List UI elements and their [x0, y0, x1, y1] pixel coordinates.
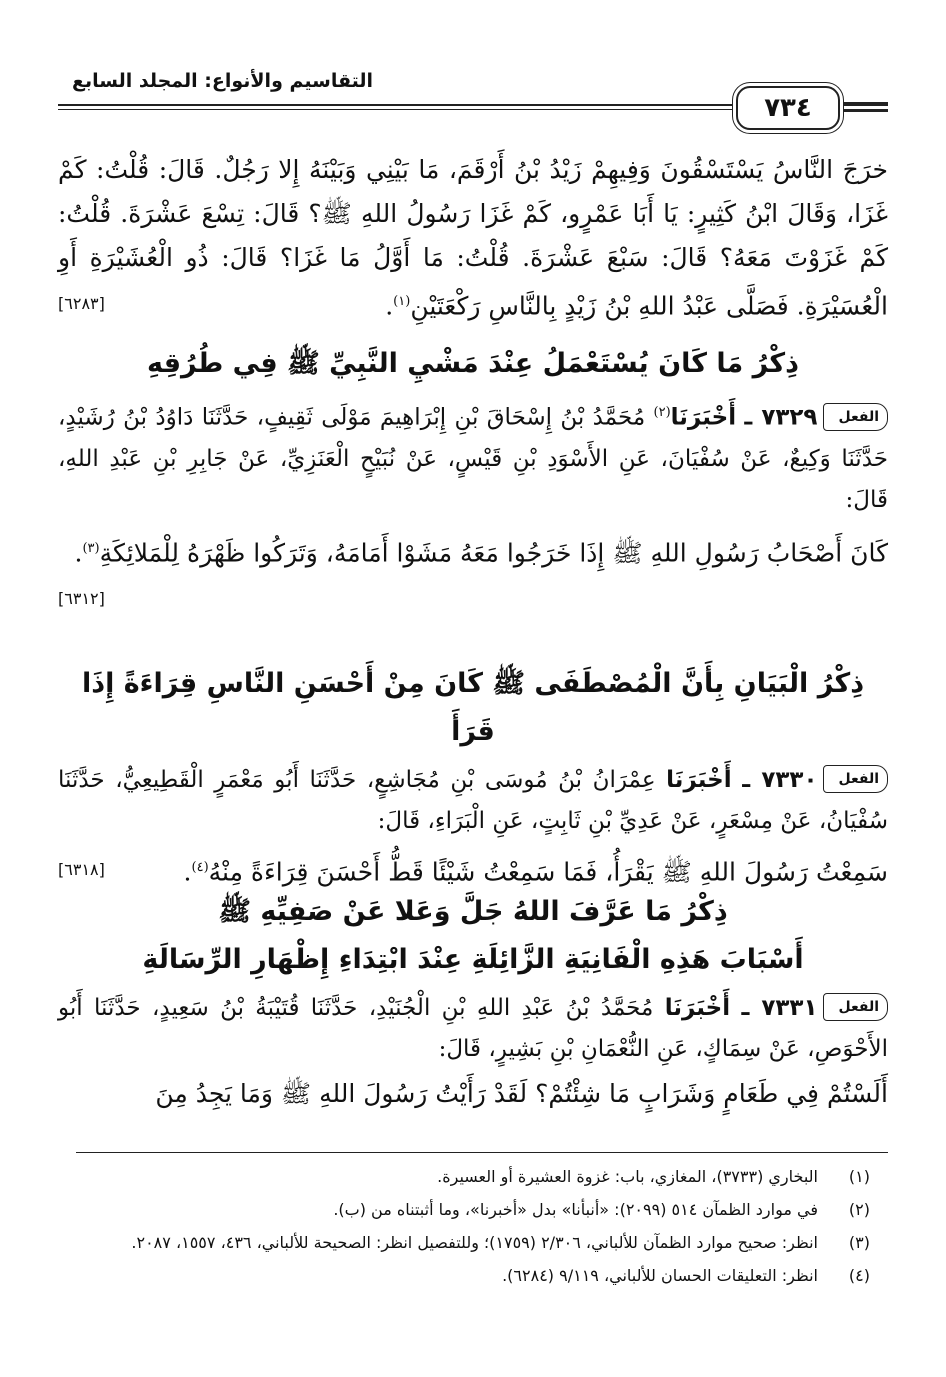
- section-7330: [58, 660, 888, 894]
- footnote-text: انظر: التعليقات الحسان للألباني، ٩/١١٩ (٦٢٨٤).: [502, 1266, 818, 1285]
- footnote-marker: (٤): [191, 860, 209, 875]
- footnote-marker: (٣): [82, 540, 100, 556]
- matn-text: كَانَ أَصْحَابُ رَسُولِ اللهِ ﷺ إِذَا خَرَجُوا مَعَهُ مَشَوْا أَمَامَهُ، وَتَرَكُوا ظَهْرَهُ لِلْمَلائِكَةِ: [99, 537, 888, 567]
- section-7329: [58, 340, 888, 621]
- footnote-number: (٣): [848, 1233, 870, 1252]
- footnote-number: (٢): [848, 1200, 870, 1219]
- hadith-reference: [٦٣١٨]: [58, 860, 105, 879]
- matn: كَانَ أَصْحَابُ رَسُولِ اللهِ ﷺ إِذَا خَرَجُوا مَعَهُ مَشَوْا أَمَامَهُ، وَتَرَكُوا ظَهْرَهُ لِلْمَلائِكَةِ$^{(٣)}$. [٦٣١٢]: [58, 527, 888, 575]
- page-number: ٧٣٤: [736, 86, 840, 130]
- footnote-marker: (١): [393, 294, 411, 309]
- isnad-text: مُحَمَّدُ بْنُ عَبْدِ اللهِ بْنِ الْجُنَيْدِ، حَدَّثَنَا قُتَيْبَةُ بْنُ سَعِيدٍ، حَدَّثَنَا أَبُو الأَحْوَصِ، عَنْ سِمَاكٍ، عَنِ النُّعْمَانِ بْنِ بَشِيرٍ، قَالَ:: [58, 995, 888, 1062]
- lead-word: أَخْبَرَنَا: [670, 404, 737, 431]
- header-ornament: [844, 102, 888, 112]
- footnote: [58, 1160, 870, 1193]
- hadith-reference: [٦٣١٢]: [58, 588, 105, 608]
- lead-word: أَخْبَرَنَا: [666, 767, 732, 793]
- footnote-number: (٤): [848, 1266, 870, 1285]
- isnad: [58, 988, 888, 1070]
- hadith-number: ٧٣٣٠ ـ: [742, 767, 818, 793]
- chapter-heading: ذِكْرُ مَا كَانَ يُسْتَعْمَلُ عِنْدَ مَشْيِ النَّبِيِّ ﷺ فِي طُرُقِهِ: [147, 348, 799, 379]
- type-badge: الفعل: [823, 765, 888, 793]
- footnote-marker: (٢): [653, 405, 671, 420]
- footnote-text: البخاري (٣٧٣٣)، المغازي، باب: غزوة العشيرة أو العسيرة.: [437, 1167, 818, 1186]
- continuation-text: خرَجَ النَّاسُ يَسْتَسْقُونَ وَفِيهِمْ زَيْدُ بْنُ أَرْقَمَ، مَا بَيْنِي وَبَيْنَهُ إِلا رَجُلٌ. قَالَ: قُلْتُ: كَمْ غَزَا، وَقَالَ ابْنُ كَثِيرٍ: يَا أَبَا عَمْرٍو، كَمْ غَزَا رَسُولُ اللهِ ﷺ؟ قَالَ: تِسْعَ عَشْرَةَ. قُلْتُ: كَمْ غَزَوْتَ مَعَهُ؟ قَالَ: سَبْعَ عَشْرَةَ. قُلْتُ: مَا أَوَّلُ مَا غَزَا؟ قَالَ: ذُو الْعُشَيْرَةِ أَوِ الْعُسَيْرَةِ. فَصَلَّى عَبْدُ اللهِ بْنُ زَيْدٍ بِالنَّاسِ رَكْعَتَيْنِ: [58, 155, 888, 321]
- isnad-text: عِمْرَانُ بْنُ مُوسَى بْنِ مُجَاشِعٍ، حَدَّثَنَا أَبُو مَعْمَرٍ الْقَطِيعِيُّ، حَدَّثَنَا سُفْيَانُ، عَنْ مِسْعَرٍ، عَنْ عَدِيِّ بْنِ ثَابِتٍ، عَنِ الْبَرَاءِ، قَالَ:: [58, 767, 888, 834]
- footnote: [58, 1226, 870, 1259]
- page-header: [58, 64, 888, 136]
- isnad-text: مُحَمَّدُ بْنُ إِسْحَاقَ بْنِ إِبْرَاهِيمَ مَوْلَى ثَقِيفٍ، حَدَّثَنَا دَاوُدُ بْنُ رُشَيْدٍ، حَدَّثَنَا وَكِيعٌ، عَنْ سُفْيَانَ، عَنِ الأَسْوَدِ بْنِ قَيْسٍ، عَنْ نُبَيْحٍ الْعَنَزِيِّ، عَنْ جَابِرِ بْنِ عَبْدِ اللهِ، قَالَ:: [58, 404, 888, 513]
- footnote: [58, 1193, 870, 1226]
- continuation-block: [58, 148, 888, 328]
- chapter-heading: ذِكْرُ الْبَيَانِ بِأَنَّ الْمُصْطَفَى ﷺ كَانَ مِنْ أَحْسَنِ النَّاسِ قِرَاءَةً إِذَا قَرَأَ: [81, 668, 865, 747]
- matn-text: سَمِعْتُ رَسُولَ اللهِ ﷺ يَقْرَأُ، فَمَا سَمِعْتُ شَيْئًا قَطُّ أَحْسَنَ قِرَاءَةً مِنْهُ: [208, 857, 888, 887]
- isnad: [58, 392, 888, 521]
- matn: [58, 1072, 888, 1116]
- section-7331: [58, 888, 888, 1116]
- footnote-number: (١): [848, 1167, 870, 1186]
- running-title: التقاسيم والأنواع: المجلد السابع: [66, 70, 379, 92]
- footnote-text: في موارد الظمآن ٥١٤ (٢٠٩٩): «أنبأنا» بدل «أخبرنا»، وما أثبتناه من (ب).: [333, 1200, 818, 1219]
- isnad: [58, 760, 888, 842]
- hadith-number: ٧٣٣١ ـ: [741, 995, 818, 1021]
- lead-word: أَخْبَرَنَا: [664, 995, 731, 1021]
- matn-text: أَلَسْتُمْ فِي طَعَامٍ وَشَرَابٍ مَا شِئْتُمْ؟ لَقَدْ رَأَيْتُ رَسُولَ اللهِ ﷺ وَمَا يَجِدُ مِنَ: [155, 1079, 888, 1108]
- chapter-heading-line2: أَسْبَابَ هَذِهِ الْفَانِيَةِ الزَّائِلَةِ عِنْدَ ابْتِدَاءِ إِظْهَارِ الرِّسَالَةِ: [142, 944, 804, 975]
- type-badge: الفعل: [823, 993, 888, 1021]
- matn: سَمِعْتُ رَسُولَ اللهِ ﷺ يَقْرَأُ، فَمَا سَمِعْتُ شَيْئًا قَطُّ أَحْسَنَ قِرَاءَةً مِنْهُ$^{(٤)}$. [٦٣١٨]: [58, 846, 888, 894]
- continuation-paragraph: خرَجَ النَّاسُ يَسْتَسْقُونَ وَفِيهِمْ زَيْدُ بْنُ أَرْقَمَ، مَا بَيْنِي وَبَيْنَهُ إِلا رَجُلٌ. قَالَ: قُلْتُ: كَمْ غَزَا، وَقَالَ ابْنُ كَثِيرٍ: يَا أَبَا عَمْرٍو، كَمْ غَزَا رَسُولُ اللهِ ﷺ؟ قَالَ: تِسْعَ عَشْرَةَ. قُلْتُ: كَمْ غَزَوْتَ مَعَهُ؟ قَالَ: سَبْعَ عَشْرَةَ. قُلْتُ: مَا أَوَّلُ مَا غَزَا؟ قَالَ: ذُو الْعُشَيْرَةِ أَوِ الْعُسَيْرَةِ. فَصَلَّى عَبْدُ اللهِ بْنُ زَيْدٍ بِالنَّاسِ رَكْعَتَيْنِ$^{(١)}$. [٦٢٨٣]: [58, 148, 888, 328]
- chapter-heading-line1: ذِكْرُ مَا عَرَّفَ اللهُ جَلَّ وَعَلا عَنْ صَفِيِّهِ ﷺ: [218, 896, 728, 927]
- hadith-number: ٧٣٢٩ ـ: [744, 404, 818, 431]
- type-badge: الفعل: [823, 403, 888, 431]
- footnote: [58, 1259, 870, 1292]
- footnotes: [58, 1160, 870, 1292]
- hadith-reference: [٦٢٨٣]: [58, 294, 105, 313]
- footnote-separator: [76, 1152, 888, 1153]
- footnote-text: انظر: صحيح موارد الظمآن للألباني، ٢/٣٠٦ (١٧٥٩)؛ وللتفصيل انظر: الصحيحة للألباني، ٤٣٦، ١٥٥٧، ٢٠٨٧.: [131, 1233, 818, 1252]
